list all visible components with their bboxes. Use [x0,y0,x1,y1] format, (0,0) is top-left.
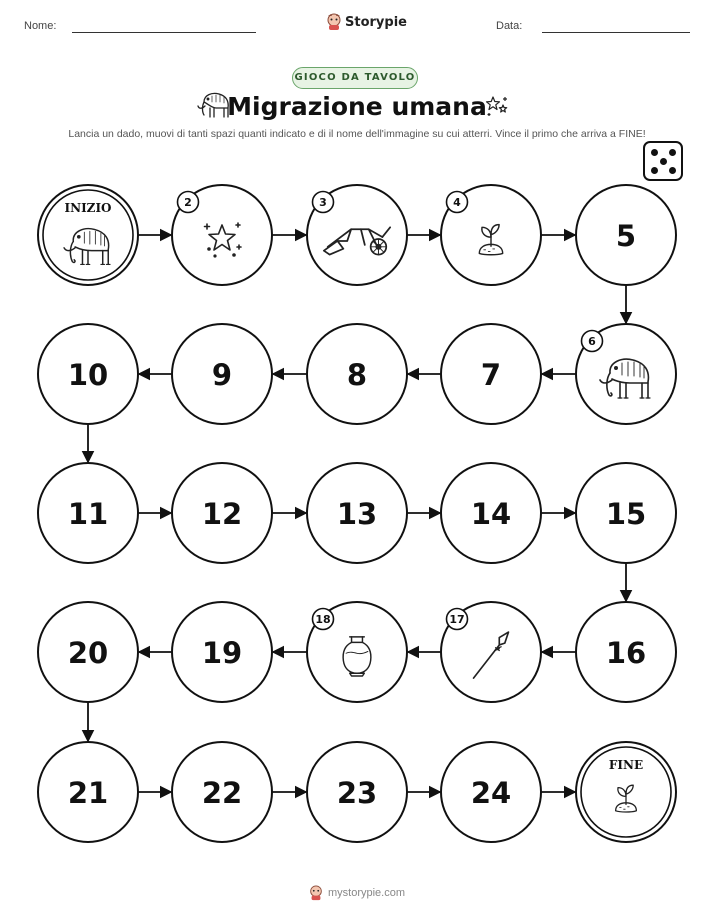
date-label: Data: [496,20,523,32]
board-space-7[interactable] [441,324,541,424]
space-number: 9 [211,358,233,392]
space-number: 22 [201,776,243,810]
board-space-4[interactable] [441,185,541,285]
name-label: Nome: [24,20,57,32]
board-space-24[interactable] [441,742,541,842]
board-space-20[interactable] [38,602,138,702]
board-space-2[interactable] [172,185,272,285]
board-space-3[interactable] [307,185,407,285]
space-number: 18 [315,613,331,626]
space-number: 24 [470,776,512,810]
board-space-10[interactable] [38,324,138,424]
board-space-12[interactable] [172,463,272,563]
space-number: 7 [480,358,502,392]
space-number: 4 [453,196,461,209]
space-number: 2 [184,196,192,209]
space-number: 17 [449,613,465,626]
space-number: 10 [67,358,109,392]
space-number: 20 [67,636,109,670]
space-number: 3 [319,196,327,209]
space-number: 19 [201,636,243,670]
space-number: 6 [588,335,596,348]
storypie-mascot-icon [308,885,324,901]
space-number: 12 [201,497,243,531]
board-space-22[interactable] [172,742,272,842]
space-number: 21 [67,776,109,810]
footer [308,885,405,901]
space-number: 14 [470,497,512,531]
board-space-14[interactable] [441,463,541,563]
board-space-9[interactable] [172,324,272,424]
board-space-6[interactable] [576,324,676,424]
space-circle [38,185,138,285]
board-space-8[interactable] [307,324,407,424]
game-type-badge: GIOCO DA TAVOLO [292,67,418,89]
footer-url: mystorypie.com [328,887,406,899]
board-spaces [38,185,676,842]
space-number: 15 [605,497,647,531]
board-space-23[interactable] [307,742,407,842]
space-number: 11 [67,497,109,531]
board-space-21[interactable] [38,742,138,842]
instructions-text: Lancia un dado, muovi di tanti spazi quanti indicato e di il nome dell'immagine su cui atterri. Vince il primo che arriva a FINE! [68,128,646,140]
board-space-17[interactable] [441,602,541,702]
board-space-15[interactable] [576,463,676,563]
space-number: 8 [346,358,368,392]
space-number: 23 [336,776,378,810]
space-number: 5 [615,219,637,253]
start-label: INIZIO [64,201,112,215]
board-space-18[interactable] [307,602,407,702]
end-label: FINE [608,758,644,772]
board-space-1[interactable] [38,185,138,285]
board-space-5[interactable] [576,185,676,285]
board-space-11[interactable] [38,463,138,563]
board-space-13[interactable] [307,463,407,563]
board-space-19[interactable] [172,602,272,702]
space-number: 13 [336,497,378,531]
brand-name: Storypie [345,14,407,30]
board-space-25[interactable] [576,742,676,842]
board-space-16[interactable] [576,602,676,702]
page-title: Migrazione umana [227,92,487,121]
space-number: 16 [605,636,647,670]
